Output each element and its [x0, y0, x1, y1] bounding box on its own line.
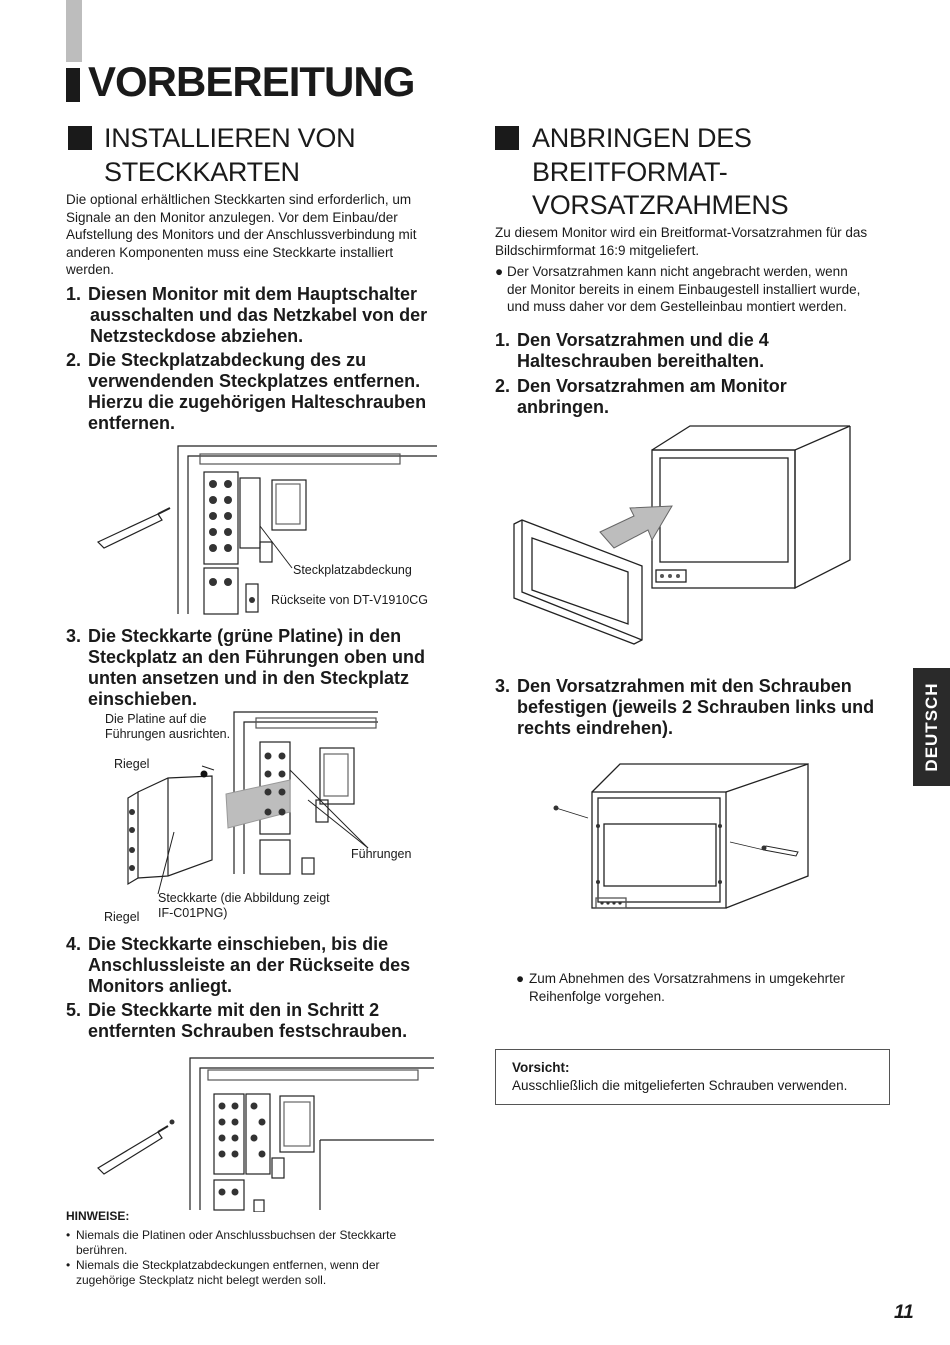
step-number: 1.	[66, 284, 82, 304]
label-line: IF-C01PNG)	[158, 906, 228, 920]
step-line: Halteschrauben bereithalten.	[517, 351, 765, 371]
step-number: 5.	[66, 1000, 82, 1020]
label-line: Führungen ausrichten.	[105, 727, 231, 741]
step-line: einschieben.	[88, 689, 198, 709]
step-line: Den Vorsatzrahmen mit den Schrauben	[517, 676, 852, 696]
left-step-4	[66, 934, 466, 1000]
note-line: Niemals die Platinen oder Anschlussbuchsen der Steckkarte	[76, 1228, 397, 1242]
left-step-1	[66, 284, 466, 350]
intro-line: Zu diesem Monitor wird ein Breitformat-Vorsatzrahmen für das	[495, 225, 868, 240]
step-line: Steckplatz an den Führungen oben und	[88, 647, 426, 667]
right-intro	[495, 224, 867, 259]
left-step-5	[66, 1000, 466, 1044]
note-line: berühren.	[76, 1243, 128, 1257]
figure-insert-card	[118, 708, 380, 922]
intro-line: Aufstellung des Monitors und der Anschlussverbindung mit	[66, 227, 417, 242]
step-line: Anschlussleiste an der Rückseite des	[88, 955, 411, 975]
bullet-line: Der Vorsatzrahmen kann nicht angebracht werden, wenn	[507, 264, 848, 279]
intro-line: Die optional erhältlichen Steckkarten sind erforderlich, um	[66, 192, 412, 207]
intro-line: Signale an den Monitor anzulegen. Vor dem Einbau/der	[66, 209, 398, 225]
step-line: Den Vorsatzrahmen und die 4	[517, 330, 769, 350]
bullet-line: Zum Abnehmen des Vorsatzrahmens in umgekehrter	[529, 971, 845, 986]
bullet-line: und muss daher vor dem Gestelleinbau montiert werden.	[507, 299, 847, 314]
section-heading-left-2: STECKKARTEN	[104, 157, 300, 187]
section-marker	[495, 126, 519, 150]
fig1-label-cover: Steckplatzabdeckung	[293, 563, 412, 577]
step-line: rechts eindrehen).	[517, 718, 674, 738]
section-heading-right-1: ANBRINGEN DES	[532, 123, 752, 153]
right-step-1	[495, 330, 905, 374]
label-line: Die Platine auf die	[105, 712, 207, 726]
right-step-2	[495, 376, 905, 420]
section-marker	[68, 126, 92, 150]
bullet-icon: •	[66, 1258, 71, 1272]
note-item	[66, 1258, 446, 1288]
fig2-label-latch-top: Riegel	[114, 757, 150, 771]
section-heading-right-2: BREITFORMAT-	[532, 157, 728, 187]
step-number: 2.	[495, 376, 511, 396]
section-heading-right-3: VORSATZRAHMENS	[532, 190, 789, 220]
header-accent-bar	[66, 0, 82, 62]
note-line: Niemals die Steckplatzabdeckungen entfernen, wenn der	[76, 1258, 380, 1272]
figure-remove-slot-cover	[92, 436, 452, 616]
step-line: befestigen (jeweils 2 Schrauben links und	[517, 697, 875, 717]
bullet-line: der Monitor bereits in einem Einbaugestell installiert wurde,	[507, 281, 861, 297]
intro-line: anderen Komponenten muss eine Steckkarte installiert	[66, 244, 394, 260]
fig2-label-latch-bottom: Riegel	[104, 910, 140, 924]
step-line: Hierzu die zugehörigen Halteschrauben	[88, 392, 427, 412]
caution-box	[495, 1049, 890, 1105]
step-number: 2.	[66, 350, 82, 370]
step-line: Die Steckkarte (grüne Platine) in den	[88, 626, 402, 646]
page-title: VORBEREITUNG	[88, 58, 415, 105]
step-line: verwendenden Steckplatzes entfernen.	[88, 371, 421, 391]
language-tab-label: DEUTSCH	[921, 682, 941, 772]
note-item	[66, 1228, 446, 1258]
fig1-label-rear: Rückseite von DT-V1910CG	[271, 593, 429, 607]
label-line: Steckkarte (die Abbildung zeigt	[158, 891, 330, 905]
fig2-label-guides: Führungen	[351, 847, 412, 861]
step-line: Monitors anliegt.	[88, 976, 232, 996]
step-line: Diesen Monitor mit dem Hauptschalter	[88, 284, 418, 304]
left-step-2	[66, 350, 466, 438]
notes-title: HINWEISE:	[66, 1209, 130, 1223]
left-intro	[66, 191, 416, 279]
figure-fasten-frame	[548, 758, 868, 928]
step-number: 3.	[66, 626, 82, 646]
step-line: entfernen.	[88, 413, 176, 433]
step-line: anbringen.	[517, 397, 610, 417]
intro-line: werden.	[66, 262, 115, 277]
note-line: zugehörige Steckplatz nicht belegt werden soll.	[76, 1273, 327, 1287]
intro-line: Bildschirmformat 16:9 mitgeliefert.	[495, 242, 700, 258]
bullet-dot-icon: ●	[516, 971, 525, 986]
step-line: Den Vorsatzrahmen am Monitor	[517, 376, 787, 396]
right-bullet-2	[516, 970, 896, 1005]
bullet-dot-icon: ●	[495, 264, 504, 279]
section-heading-left-1: INSTALLIEREN VON	[104, 123, 356, 153]
bullet-icon: •	[66, 1228, 71, 1242]
language-tab	[913, 668, 950, 786]
title-marker	[66, 68, 80, 102]
step-line: Die Steckkarte mit den in Schritt 2	[88, 1000, 380, 1020]
step-number: 3.	[495, 676, 511, 696]
notes-list	[66, 1228, 446, 1288]
left-step-3	[66, 626, 466, 714]
step-line: Die Steckplatzabdeckung des zu	[88, 350, 367, 370]
step-number: 1.	[495, 330, 511, 350]
step-line: entfernten Schrauben festschrauben.	[88, 1021, 408, 1041]
step-line: ausschalten und das Netzkabel von der	[90, 305, 428, 325]
caution-text: Ausschließlich die mitgelieferten Schrauben verwenden.	[512, 1078, 848, 1093]
right-step-3	[495, 676, 905, 742]
right-bullet-1	[495, 263, 895, 316]
caution-title: Vorsicht:	[512, 1060, 570, 1075]
step-number: 4.	[66, 934, 82, 954]
figure-attach-frame	[510, 420, 862, 652]
page-number: 11	[894, 1302, 914, 1323]
figure-fasten-card	[94, 1050, 446, 1212]
step-line: Netzsteckdose abziehen.	[90, 326, 304, 346]
step-line: unten ansetzen und in den Steckplatz	[88, 668, 410, 688]
step-line: Die Steckkarte einschieben, bis die	[88, 934, 389, 954]
bullet-line: Reihenfolge vorgehen.	[529, 988, 665, 1004]
